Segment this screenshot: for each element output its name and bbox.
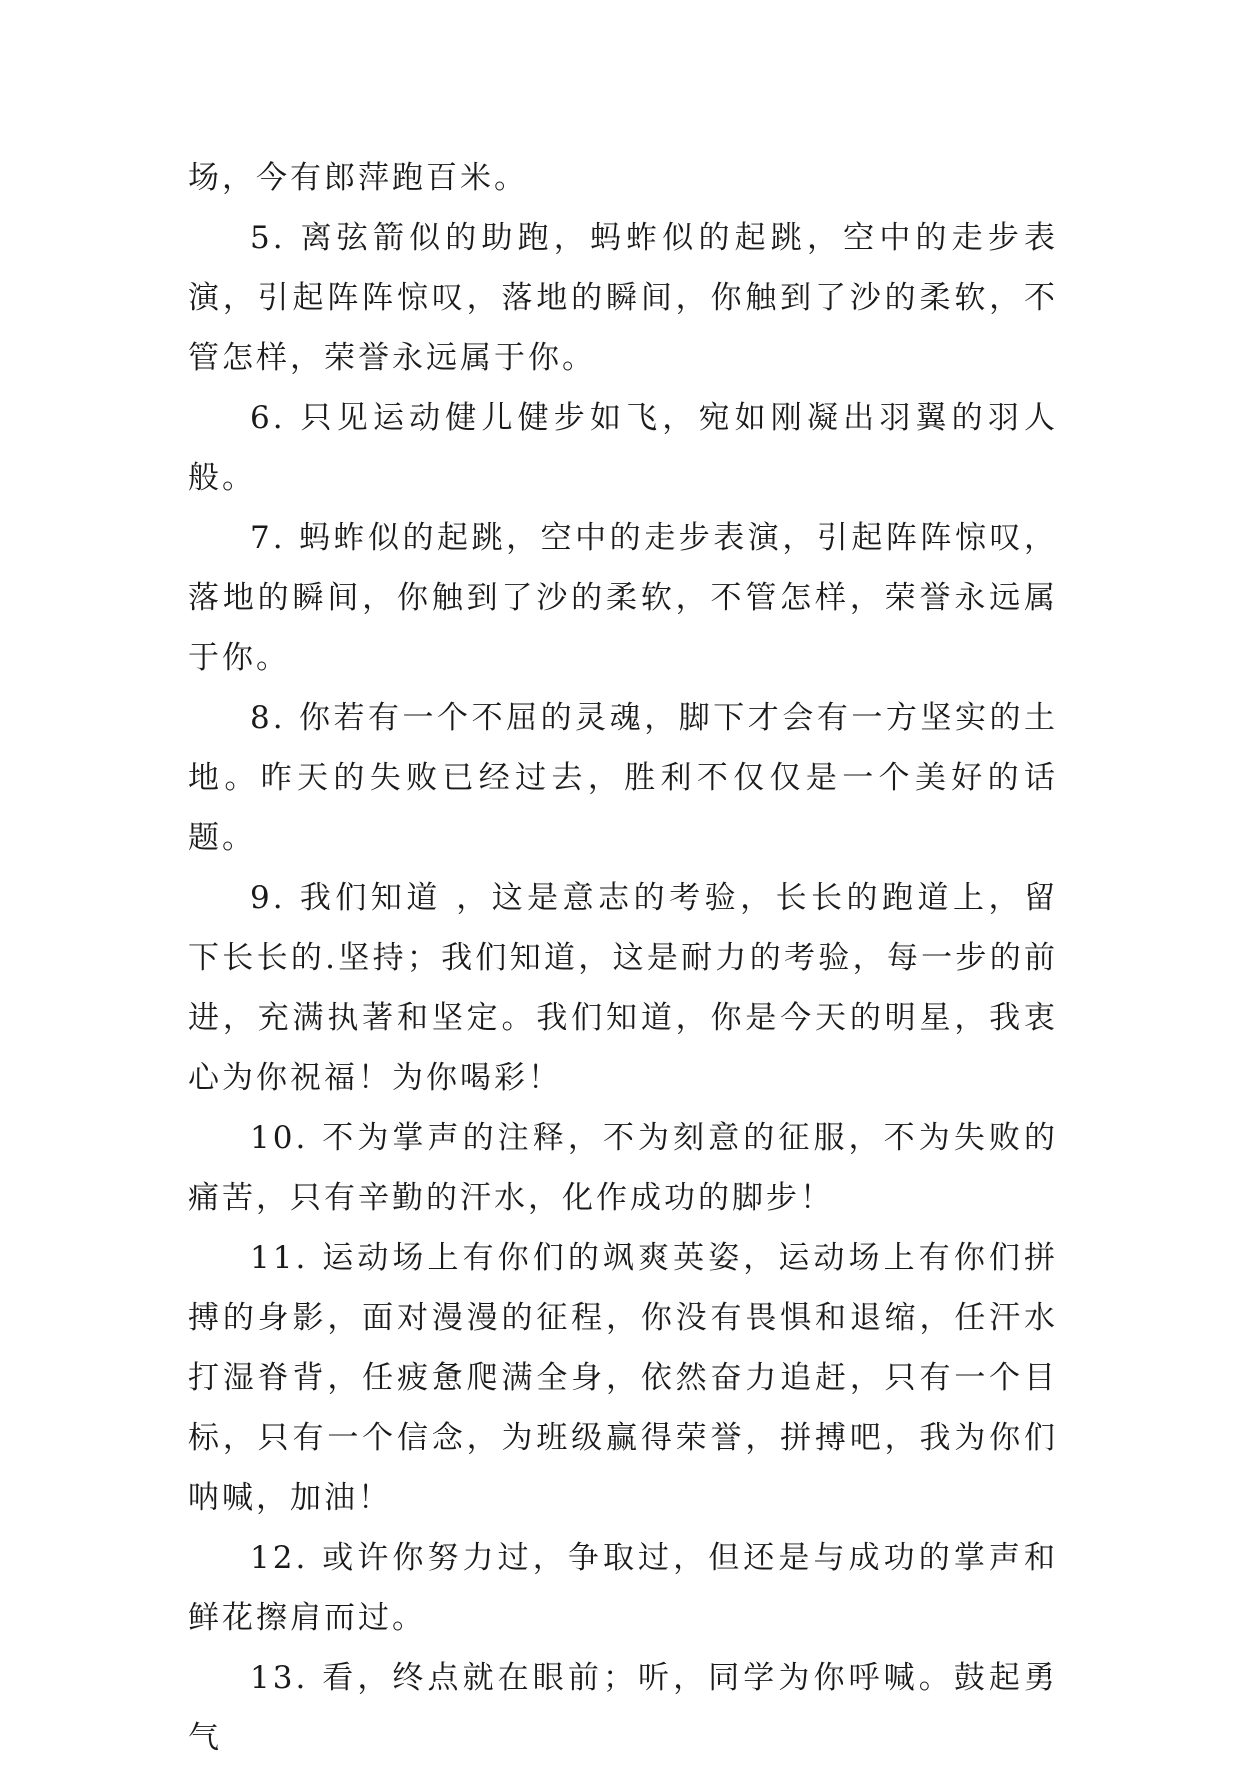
paragraph-item-13: 13. 看，终点就在眼前；听，同学为你呼喊。鼓起勇气 — [188, 1660, 1058, 1756]
paragraph-item-6: 6. 只见运动健儿健步如飞，宛如刚凝出羽翼的羽人般。 — [188, 400, 1058, 496]
paragraph-item-8: 8. 你若有一个不屈的灵魂，脚下才会有一方坚实的土地。昨天的失败已经过去，胜利不仅仅是一个美好的话题。 — [188, 700, 1058, 856]
paragraph-item-7: 7. 蚂蚱似的起跳，空中的走步表演，引起阵阵惊叹，落地的瞬间，你触到了沙的柔软，不管怎样，荣誉永远属于你。 — [188, 520, 1058, 676]
paragraph-item-10: 10. 不为掌声的注释，不为刻意的征服，不为失败的痛苦，只有辛勤的汗水，化作成功的脚步！ — [188, 1120, 1058, 1216]
paragraph-item-11: 11. 运动场上有你们的飒爽英姿，运动场上有你们拼搏的身影，面对漫漫的征程，你没有畏惧和退缩，任汗水打湿脊背，任疲惫爬满全身，依然奋力追赶，只有一个目标，只有一个信念，为班级赢得荣誉，拼搏吧，我为你们呐喊，加油！ — [188, 1240, 1058, 1516]
document-body — [188, 148, 1058, 1768]
paragraph-item-9: 9. 我们知道 ，这是意志的考验，长长的跑道上，留下长长的.坚持；我们知道，这是耐力的考验，每一步的前进，充满执著和坚定。我们知道，你是今天的明星，我衷心为你祝福！为你喝彩！ — [188, 880, 1058, 1096]
paragraph-item-5: 5. 离弦箭似的助跑，蚂蚱似的起跳，空中的走步表演，引起阵阵惊叹，落地的瞬间，你触到了沙的柔软，不管怎样，荣誉永远属于你。 — [188, 220, 1058, 376]
paragraph-continued: 场，今有郎萍跑百米。 — [188, 160, 528, 196]
paragraph-item-12: 12. 或许你努力过，争取过，但还是与成功的掌声和鲜花擦肩而过。 — [188, 1540, 1058, 1636]
